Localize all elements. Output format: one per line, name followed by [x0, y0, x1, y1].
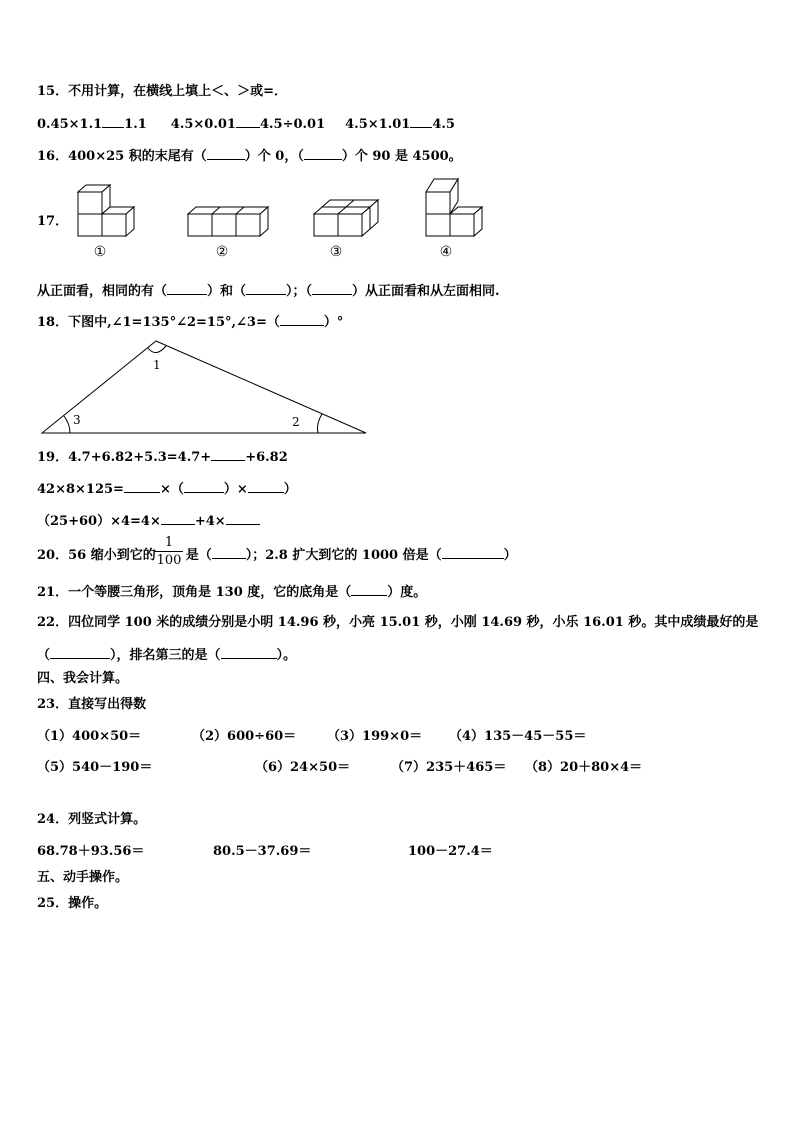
- q17-question: 从正面看，相同的有（ ）和（ ）；（ ）从正面看和从左面相同.: [37, 284, 500, 299]
- answer-blank[interactable]: [280, 313, 324, 326]
- calc-item: （7）235＋465＝: [391, 760, 507, 775]
- fraction-one-hundredth: 1 100: [156, 535, 182, 568]
- answer-blank[interactable]: [248, 480, 284, 493]
- answer-blank[interactable]: [304, 147, 342, 160]
- q15-stem: 15．不用计算，在横线上填上＜、＞或=．: [37, 84, 287, 99]
- q19-line-2: 42×8×125= ×（ ）× ）: [37, 482, 297, 497]
- vertical-calc-item: 80.5－37.69＝: [213, 844, 312, 859]
- cube-figure-3: [314, 200, 378, 236]
- answer-blank[interactable]: [221, 646, 277, 659]
- q24-items: [37, 844, 757, 860]
- q25-title: 25．操作。: [37, 896, 108, 911]
- cube-figure-2: [188, 207, 268, 236]
- answer-blank[interactable]: [442, 546, 504, 559]
- figure-label-1: ①: [93, 244, 107, 260]
- figure-label-2: ②: [215, 244, 229, 260]
- answer-blank[interactable]: [184, 480, 224, 493]
- answer-blank[interactable]: [312, 282, 352, 295]
- figure-label-4: ④: [439, 244, 453, 260]
- calc-item: （5）540－190＝: [37, 760, 153, 775]
- answer-blank[interactable]: [50, 646, 110, 659]
- q23-title: 23．直接写出得数: [37, 697, 147, 712]
- q21-line: 21．一个等腰三角形，顶角是 130 度，它的底角是（ ）度。: [37, 585, 427, 600]
- q16-line: 16．400×25 积的末尾有（ ）个 0，（ ）个 90 是 4500。: [37, 149, 462, 164]
- cube-figures: [70, 176, 500, 260]
- calc-item: （8）20＋80×4＝: [525, 760, 643, 775]
- vertical-calc-item: 68.78＋93.56＝: [37, 844, 145, 859]
- answer-blank[interactable]: [207, 147, 245, 160]
- angle-label-2: 2: [292, 415, 300, 429]
- angle-label-3: 3: [73, 413, 81, 427]
- q17-number: 17．: [37, 214, 69, 229]
- cube-figure-1: [78, 185, 134, 236]
- answer-blank[interactable]: [124, 480, 160, 493]
- answer-blank[interactable]: [226, 512, 260, 525]
- section-4-heading: 四、我会计算。: [37, 671, 129, 686]
- answer-blank[interactable]: [351, 583, 387, 596]
- calc-item: （3）199×0＝: [327, 729, 423, 744]
- answer-blank[interactable]: [410, 115, 432, 128]
- calc-item: （2）600÷60＝: [192, 729, 297, 744]
- q22-line-1: 22．四位同学 100 米的成绩分别是小明 14.96 秒，小亮 15.01 秒，小刚 14.69 秒，小乐 16.01 秒。其中成绩最好的是: [37, 615, 759, 630]
- calc-item: （1）400×50＝: [37, 729, 142, 744]
- q19-line-1: 19．4.7+6.82+5.3=4.7+ +6.82: [37, 450, 288, 465]
- triangle-figure: [36, 336, 376, 436]
- q24-title: 24．列竖式计算。: [37, 812, 147, 827]
- angle-label-1: 1: [153, 358, 161, 372]
- answer-blank[interactable]: [211, 448, 245, 461]
- q22-line-2: （ ），排名第三的是（ ）。: [37, 648, 297, 663]
- q23-row-1: [37, 729, 757, 745]
- section-5-heading: 五、动手操作。: [37, 870, 129, 885]
- figure-label-3: ③: [329, 244, 343, 260]
- vertical-calc-item: 100－27.4＝: [408, 844, 493, 859]
- q23-row-2: [37, 760, 757, 776]
- answer-blank[interactable]: [167, 282, 207, 295]
- calc-item: （6）24×50＝: [255, 760, 351, 775]
- q15-items: 0.45×1.1 1.1 4.5×0.01 4.5÷0.01 4.5×1.01 4.5: [37, 117, 455, 132]
- answer-blank[interactable]: [236, 115, 260, 128]
- answer-blank[interactable]: [102, 115, 124, 128]
- cube-figure-4: [426, 179, 482, 236]
- answer-blank[interactable]: [161, 512, 195, 525]
- calc-item: （4）135－45－55＝: [449, 729, 587, 744]
- answer-blank[interactable]: [246, 282, 286, 295]
- q20-line: 20．56 缩小到它的 是（ ）；2.8 扩大到它的 1000 倍是（ ）: [37, 548, 517, 563]
- q18-question: 18．下图中,∠1=135°∠2=15°,∠3=（ ）°: [37, 315, 344, 330]
- answer-blank[interactable]: [212, 546, 246, 559]
- q19-line-3: （25+60）×4=4× +4×: [37, 512, 260, 530]
